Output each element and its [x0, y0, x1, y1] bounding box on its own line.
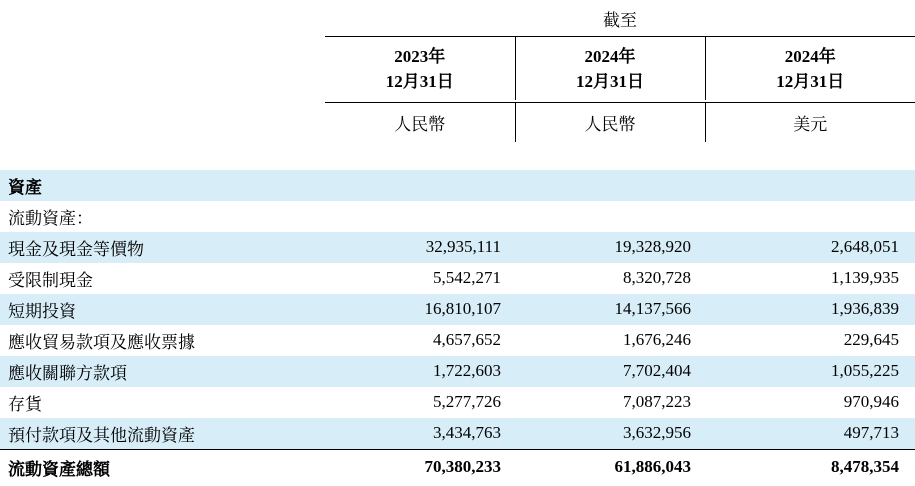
row-value-col2: 14,137,566	[515, 294, 705, 325]
row-value-col3: 497,713	[705, 418, 915, 450]
header-date-row	[0, 37, 915, 101]
row-value-col3	[705, 170, 915, 201]
row-value-col2: 8,320,728	[623, 268, 691, 288]
row-label: 現金及現金等價物	[0, 232, 325, 263]
row-label: 資產	[0, 170, 325, 201]
header-empty-cell	[0, 37, 325, 101]
header-col2-date	[515, 37, 705, 101]
header-col2-date-line1: 2024年	[584, 47, 636, 66]
header-col1-currency: 人民幣	[325, 102, 515, 142]
table-row	[0, 263, 915, 294]
header-col2-date-line2: 12月31日	[576, 71, 644, 91]
table-row	[0, 418, 915, 450]
row-value-col3: 970,946	[843, 392, 900, 412]
header-col1-date	[325, 37, 515, 101]
header-col3-date-line1: 2024年	[784, 47, 836, 66]
table-row	[0, 201, 915, 232]
row-value-col1	[325, 201, 515, 232]
row-label: 流動資產總額	[0, 449, 325, 485]
row-value-col2	[515, 170, 705, 201]
header-corner-cell	[0, 0, 325, 37]
row-value-col1: 3,434,763	[325, 418, 515, 450]
row-value-col1	[325, 170, 515, 201]
table-row	[0, 294, 915, 325]
header-col2-currency: 人民幣	[515, 102, 705, 142]
row-value-col3: 2,648,051	[705, 232, 915, 263]
row-value-col1: 5,277,726	[433, 392, 501, 412]
row-value-col2	[515, 201, 705, 232]
table-body	[0, 170, 915, 485]
header-col1-date-line1: 2023年	[394, 47, 446, 66]
row-label: 存貨	[8, 394, 42, 414]
header-currency-empty	[0, 102, 325, 142]
row-value-col2: 7,702,404	[515, 356, 705, 387]
header-currency-row	[0, 102, 915, 142]
row-value-col1: 4,657,652	[433, 330, 501, 350]
header-col3-currency: 美元	[793, 114, 828, 134]
row-label: 受限制現金	[8, 270, 93, 290]
header-col3-date	[705, 37, 915, 101]
row-value-col2: 1,676,246	[623, 330, 691, 350]
row-value-col2: 7,087,223	[623, 392, 691, 412]
row-value-col2: 3,632,956	[515, 418, 705, 450]
table-row	[0, 325, 915, 356]
row-label: 應收關聯方款項	[0, 356, 325, 387]
row-value-col3: 229,645	[843, 330, 900, 350]
row-value-col1: 32,935,111	[325, 232, 515, 263]
table-row	[0, 387, 915, 418]
table-row	[0, 449, 915, 485]
row-value-col1: 1,722,603	[325, 356, 515, 387]
header-col1-date-line2: 12月31日	[385, 71, 454, 91]
table-row	[0, 356, 915, 387]
row-value-col1: 5,542,271	[433, 268, 501, 288]
row-value-col1: 16,810,107	[325, 294, 515, 325]
row-value-col1: 70,380,233	[325, 449, 515, 485]
row-value-col3	[705, 201, 915, 232]
header-body-gap	[0, 142, 915, 170]
row-label: 應收貿易款項及應收票據	[8, 332, 195, 352]
table-row	[0, 170, 915, 201]
header-span-label: 截至	[325, 0, 915, 37]
row-value-col3: 1,936,839	[705, 294, 915, 325]
row-label: 短期投資	[0, 294, 325, 325]
row-value-col2: 19,328,920	[515, 232, 705, 263]
gap-cell	[0, 142, 915, 170]
row-value-col3: 8,478,354	[705, 449, 915, 485]
header-col3-date-line2: 12月31日	[776, 71, 845, 91]
row-label: 流動資產：	[8, 208, 93, 228]
row-label: 預付款項及其他流動資產	[0, 418, 325, 450]
header-span-row	[0, 0, 915, 37]
table-row	[0, 232, 915, 263]
row-value-col3: 1,139,935	[831, 268, 900, 288]
row-value-col2: 61,886,043	[515, 449, 705, 485]
row-value-col3: 1,055,225	[705, 356, 915, 387]
